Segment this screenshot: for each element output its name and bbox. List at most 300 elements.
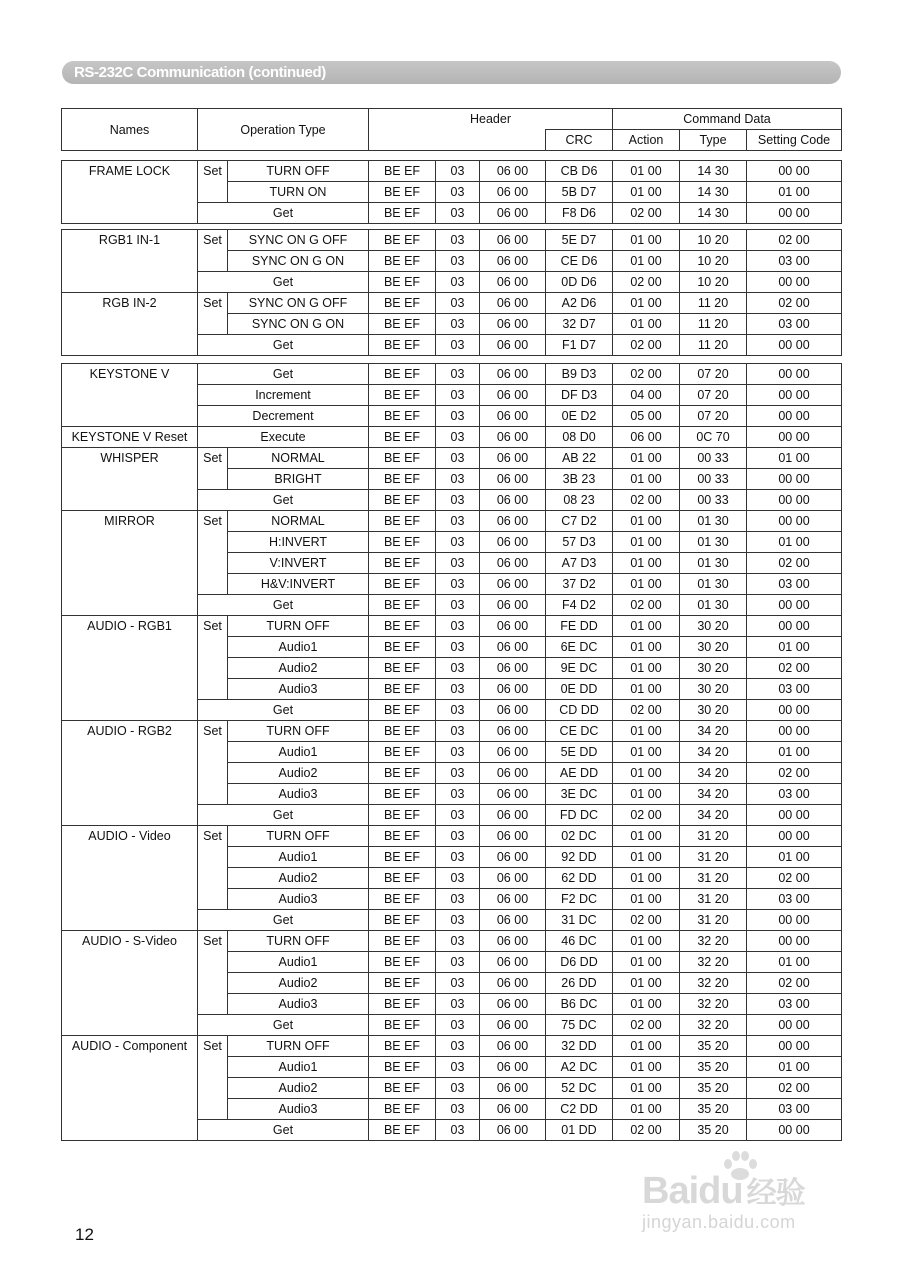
type-value: 14 30 <box>680 182 747 203</box>
type-value: 00 33 <box>680 490 747 511</box>
header-byte-3: 06 00 <box>480 511 546 532</box>
header-byte-3: 06 00 <box>480 335 546 356</box>
header-byte-3: 06 00 <box>480 679 546 700</box>
action-value: 01 00 <box>613 293 680 314</box>
header-byte-2: 03 <box>436 742 480 763</box>
header-byte-1: BE EF <box>369 251 436 272</box>
command-name: RGB IN-2 <box>62 293 198 356</box>
operation-value: Audio1 <box>228 1057 369 1078</box>
action-value: 01 00 <box>613 847 680 868</box>
setting-code-value: 00 00 <box>747 335 842 356</box>
crc-value: 57 D3 <box>546 532 613 553</box>
header-byte-1: BE EF <box>369 272 436 293</box>
operation-value: Audio2 <box>228 763 369 784</box>
operation-value: SYNC ON G OFF <box>228 230 369 251</box>
operation-value: NORMAL <box>228 448 369 469</box>
type-value: 07 20 <box>680 406 747 427</box>
crc-value: C7 D2 <box>546 511 613 532</box>
header-byte-2: 03 <box>436 469 480 490</box>
operation-value: Execute <box>198 427 369 448</box>
setting-code-value: 02 00 <box>747 658 842 679</box>
header-byte-2: 03 <box>436 364 480 385</box>
header-byte-1: BE EF <box>369 784 436 805</box>
type-value: 01 30 <box>680 511 747 532</box>
action-value: 02 00 <box>613 1015 680 1036</box>
type-value: 30 20 <box>680 658 747 679</box>
header-byte-3: 06 00 <box>480 182 546 203</box>
action-value: 02 00 <box>613 1120 680 1141</box>
command-table-block <box>61 229 842 356</box>
header-byte-3: 06 00 <box>480 553 546 574</box>
table-row <box>62 161 842 182</box>
header-byte-1: BE EF <box>369 427 436 448</box>
setting-code-value: 01 00 <box>747 847 842 868</box>
header-byte-1: BE EF <box>369 182 436 203</box>
command-name: WHISPER <box>62 448 198 511</box>
header-byte-1: BE EF <box>369 574 436 595</box>
action-value: 01 00 <box>613 763 680 784</box>
action-value: 01 00 <box>613 742 680 763</box>
header-byte-2: 03 <box>436 952 480 973</box>
action-value: 02 00 <box>613 203 680 224</box>
header-byte-3: 06 00 <box>480 1036 546 1057</box>
header-byte-1: BE EF <box>369 805 436 826</box>
operation-value: Audio3 <box>228 889 369 910</box>
operation-value: Audio2 <box>228 973 369 994</box>
header-byte-1: BE EF <box>369 742 436 763</box>
header-byte-2: 03 <box>436 1078 480 1099</box>
operation-value: TURN OFF <box>228 616 369 637</box>
action-value: 01 00 <box>613 1078 680 1099</box>
setting-code-value: 00 00 <box>747 595 842 616</box>
operation-value: Audio1 <box>228 742 369 763</box>
setting-code-value: 01 00 <box>747 182 842 203</box>
col-header: Header <box>369 109 613 130</box>
setting-code-value: 00 00 <box>747 826 842 847</box>
header-byte-2: 03 <box>436 532 480 553</box>
operation-set-label: Set <box>198 721 228 805</box>
setting-code-value: 03 00 <box>747 994 842 1015</box>
action-value: 01 00 <box>613 868 680 889</box>
operation-value: Increment <box>198 385 369 406</box>
setting-code-value: 02 00 <box>747 293 842 314</box>
operation-value: Get <box>198 910 369 931</box>
action-value: 01 00 <box>613 532 680 553</box>
header-byte-3: 06 00 <box>480 314 546 335</box>
header-byte-3: 06 00 <box>480 637 546 658</box>
header-byte-3: 06 00 <box>480 574 546 595</box>
crc-value: 0E DD <box>546 679 613 700</box>
header-byte-1: BE EF <box>369 637 436 658</box>
header-byte-1: BE EF <box>369 889 436 910</box>
header-byte-2: 03 <box>436 406 480 427</box>
col-action: Action <box>613 130 680 151</box>
operation-value: H&V:INVERT <box>228 574 369 595</box>
action-value: 01 00 <box>613 889 680 910</box>
operation-value: Audio3 <box>228 994 369 1015</box>
header-byte-2: 03 <box>436 931 480 952</box>
col-header-blank <box>369 130 546 151</box>
crc-value: CD DD <box>546 700 613 721</box>
command-name: AUDIO - Video <box>62 826 198 931</box>
operation-value: Decrement <box>198 406 369 427</box>
watermark-url: jingyan.baidu.com <box>642 1212 796 1232</box>
type-value: 07 20 <box>680 364 747 385</box>
header-byte-3: 06 00 <box>480 994 546 1015</box>
type-value: 35 20 <box>680 1036 747 1057</box>
type-value: 10 20 <box>680 272 747 293</box>
header-byte-3: 06 00 <box>480 721 546 742</box>
header-byte-2: 03 <box>436 314 480 335</box>
header-byte-1: BE EF <box>369 868 436 889</box>
header-byte-2: 03 <box>436 889 480 910</box>
setting-code-value: 00 00 <box>747 700 842 721</box>
crc-value: 26 DD <box>546 973 613 994</box>
header-byte-2: 03 <box>436 1120 480 1141</box>
header-byte-3: 06 00 <box>480 490 546 511</box>
crc-value: 52 DC <box>546 1078 613 1099</box>
header-byte-1: BE EF <box>369 1015 436 1036</box>
operation-value: Audio3 <box>228 784 369 805</box>
action-value: 06 00 <box>613 427 680 448</box>
header-byte-2: 03 <box>436 847 480 868</box>
watermark-logo-text2: du <box>698 1170 743 1212</box>
setting-code-value: 00 00 <box>747 931 842 952</box>
action-value: 01 00 <box>613 658 680 679</box>
setting-code-value: 00 00 <box>747 1015 842 1036</box>
crc-value: B6 DC <box>546 994 613 1015</box>
header-byte-2: 03 <box>436 1015 480 1036</box>
type-value: 31 20 <box>680 847 747 868</box>
type-value: 14 30 <box>680 203 747 224</box>
setting-code-value: 00 00 <box>747 272 842 293</box>
action-value: 02 00 <box>613 364 680 385</box>
crc-value: 08 23 <box>546 490 613 511</box>
action-value: 01 00 <box>613 1099 680 1120</box>
crc-value: 08 D0 <box>546 427 613 448</box>
table-row <box>62 931 842 952</box>
type-value: 30 20 <box>680 679 747 700</box>
header-byte-3: 06 00 <box>480 658 546 679</box>
header-byte-1: BE EF <box>369 314 436 335</box>
command-table-block <box>61 160 842 224</box>
command-name: KEYSTONE V Reset <box>62 427 198 448</box>
type-value: 10 20 <box>680 251 747 272</box>
header-byte-1: BE EF <box>369 847 436 868</box>
crc-value: 9E DC <box>546 658 613 679</box>
crc-value: 0E D2 <box>546 406 613 427</box>
operation-value: Audio3 <box>228 1099 369 1120</box>
header-byte-3: 06 00 <box>480 272 546 293</box>
crc-value: FD DC <box>546 805 613 826</box>
crc-value: 92 DD <box>546 847 613 868</box>
type-value: 31 20 <box>680 826 747 847</box>
action-value: 01 00 <box>613 511 680 532</box>
header-byte-1: BE EF <box>369 511 436 532</box>
header-byte-2: 03 <box>436 251 480 272</box>
header-byte-1: BE EF <box>369 616 436 637</box>
crc-value: CE D6 <box>546 251 613 272</box>
operation-set-label: Set <box>198 230 228 272</box>
operation-value: Audio3 <box>228 679 369 700</box>
setting-code-value: 02 00 <box>747 553 842 574</box>
header-byte-3: 06 00 <box>480 826 546 847</box>
header-byte-1: BE EF <box>369 532 436 553</box>
header-byte-1: BE EF <box>369 994 436 1015</box>
crc-value: A7 D3 <box>546 553 613 574</box>
header-byte-1: BE EF <box>369 1120 436 1141</box>
header-byte-2: 03 <box>436 616 480 637</box>
header-byte-1: BE EF <box>369 1057 436 1078</box>
type-value: 35 20 <box>680 1057 747 1078</box>
crc-value: 5E DD <box>546 742 613 763</box>
header-byte-2: 03 <box>436 182 480 203</box>
action-value: 01 00 <box>613 574 680 595</box>
table-row <box>62 1036 842 1057</box>
setting-code-value: 01 00 <box>747 952 842 973</box>
header-byte-3: 06 00 <box>480 973 546 994</box>
setting-code-value: 00 00 <box>747 427 842 448</box>
header-byte-3: 06 00 <box>480 742 546 763</box>
action-value: 01 00 <box>613 826 680 847</box>
command-name: RGB1 IN-1 <box>62 230 198 293</box>
type-value: 0C 70 <box>680 427 747 448</box>
header-byte-2: 03 <box>436 161 480 182</box>
operation-set-label: Set <box>198 616 228 700</box>
action-value: 02 00 <box>613 595 680 616</box>
crc-value: 5B D7 <box>546 182 613 203</box>
command-table-header <box>61 108 842 151</box>
header-byte-2: 03 <box>436 868 480 889</box>
type-value: 32 20 <box>680 952 747 973</box>
command-name: FRAME LOCK <box>62 161 198 224</box>
header-byte-1: BE EF <box>369 658 436 679</box>
header-byte-2: 03 <box>436 511 480 532</box>
header-byte-3: 06 00 <box>480 1057 546 1078</box>
col-command-data: Command Data <box>613 109 842 130</box>
header-byte-1: BE EF <box>369 335 436 356</box>
action-value: 01 00 <box>613 314 680 335</box>
col-operation-type: Operation Type <box>198 109 369 151</box>
header-byte-3: 06 00 <box>480 784 546 805</box>
watermark-logo-cn: 经验 <box>746 1177 805 1210</box>
setting-code-value: 01 00 <box>747 448 842 469</box>
header-byte-1: BE EF <box>369 293 436 314</box>
header-byte-2: 03 <box>436 658 480 679</box>
setting-code-value: 00 00 <box>747 721 842 742</box>
header-byte-1: BE EF <box>369 161 436 182</box>
col-type: Type <box>680 130 747 151</box>
type-value: 30 20 <box>680 700 747 721</box>
header-byte-2: 03 <box>436 784 480 805</box>
type-value: 34 20 <box>680 721 747 742</box>
type-value: 35 20 <box>680 1120 747 1141</box>
page-number: 12 <box>75 1225 94 1244</box>
action-value: 01 00 <box>613 182 680 203</box>
header-byte-1: BE EF <box>369 763 436 784</box>
type-value: 31 20 <box>680 910 747 931</box>
setting-code-value: 00 00 <box>747 1036 842 1057</box>
operation-value: Audio2 <box>228 1078 369 1099</box>
col-setting-code: Setting Code <box>747 130 842 151</box>
header-byte-2: 03 <box>436 994 480 1015</box>
type-value: 01 30 <box>680 532 747 553</box>
operation-value: SYNC ON G ON <box>228 314 369 335</box>
table-row <box>62 427 842 448</box>
operation-value: Get <box>198 805 369 826</box>
header-byte-2: 03 <box>436 427 480 448</box>
crc-value: C2 DD <box>546 1099 613 1120</box>
setting-code-value: 00 00 <box>747 385 842 406</box>
type-value: 32 20 <box>680 931 747 952</box>
crc-value: F8 D6 <box>546 203 613 224</box>
command-name: AUDIO - Component <box>62 1036 198 1141</box>
header-byte-3: 06 00 <box>480 385 546 406</box>
header-byte-3: 06 00 <box>480 406 546 427</box>
header-byte-2: 03 <box>436 203 480 224</box>
header-byte-1: BE EF <box>369 230 436 251</box>
crc-value: B9 D3 <box>546 364 613 385</box>
operation-value: Get <box>198 1015 369 1036</box>
table-row <box>62 293 842 314</box>
setting-code-value: 02 00 <box>747 868 842 889</box>
header-byte-1: BE EF <box>369 203 436 224</box>
setting-code-value: 01 00 <box>747 742 842 763</box>
crc-value: 5E D7 <box>546 230 613 251</box>
operation-value: Audio1 <box>228 637 369 658</box>
header-byte-2: 03 <box>436 1057 480 1078</box>
action-value: 01 00 <box>613 448 680 469</box>
operation-set-label: Set <box>198 826 228 910</box>
operation-value: Get <box>198 203 369 224</box>
type-value: 34 20 <box>680 805 747 826</box>
operation-value: NORMAL <box>228 511 369 532</box>
header-byte-2: 03 <box>436 679 480 700</box>
operation-set-label: Set <box>198 931 228 1015</box>
type-value: 34 20 <box>680 784 747 805</box>
header-byte-3: 06 00 <box>480 700 546 721</box>
action-value: 04 00 <box>613 385 680 406</box>
operation-value: Audio2 <box>228 868 369 889</box>
type-value: 30 20 <box>680 637 747 658</box>
header-byte-1: BE EF <box>369 595 436 616</box>
setting-code-value: 02 00 <box>747 230 842 251</box>
operation-value: Get <box>198 335 369 356</box>
action-value: 01 00 <box>613 230 680 251</box>
header-byte-1: BE EF <box>369 1099 436 1120</box>
header-byte-3: 06 00 <box>480 952 546 973</box>
crc-value: 32 DD <box>546 1036 613 1057</box>
header-byte-1: BE EF <box>369 385 436 406</box>
header-byte-2: 03 <box>436 826 480 847</box>
action-value: 02 00 <box>613 335 680 356</box>
type-value: 32 20 <box>680 1015 747 1036</box>
header-byte-2: 03 <box>436 230 480 251</box>
type-value: 01 30 <box>680 574 747 595</box>
watermark-logo <box>642 1168 805 1213</box>
header-byte-2: 03 <box>436 700 480 721</box>
crc-value: AB 22 <box>546 448 613 469</box>
crc-value: A2 DC <box>546 1057 613 1078</box>
operation-set-label: Set <box>198 161 228 203</box>
crc-value: F1 D7 <box>546 335 613 356</box>
action-value: 05 00 <box>613 406 680 427</box>
header-byte-2: 03 <box>436 574 480 595</box>
action-value: 01 00 <box>613 952 680 973</box>
action-value: 01 00 <box>613 784 680 805</box>
setting-code-value: 01 00 <box>747 637 842 658</box>
type-value: 00 33 <box>680 448 747 469</box>
action-value: 02 00 <box>613 700 680 721</box>
header-byte-2: 03 <box>436 721 480 742</box>
crc-value: 3B 23 <box>546 469 613 490</box>
operation-value: TURN OFF <box>228 1036 369 1057</box>
header-byte-2: 03 <box>436 293 480 314</box>
setting-code-value: 00 00 <box>747 203 842 224</box>
header-byte-3: 06 00 <box>480 763 546 784</box>
header-byte-2: 03 <box>436 763 480 784</box>
operation-value: TURN OFF <box>228 721 369 742</box>
type-value: 35 20 <box>680 1099 747 1120</box>
header-byte-3: 06 00 <box>480 868 546 889</box>
header-byte-2: 03 <box>436 1036 480 1057</box>
operation-value: Get <box>198 700 369 721</box>
section-banner <box>62 61 841 84</box>
crc-value: AE DD <box>546 763 613 784</box>
header-byte-3: 06 00 <box>480 805 546 826</box>
header-byte-1: BE EF <box>369 469 436 490</box>
action-value: 01 00 <box>613 994 680 1015</box>
crc-value: 75 DC <box>546 1015 613 1036</box>
action-value: 01 00 <box>613 973 680 994</box>
header-byte-3: 06 00 <box>480 161 546 182</box>
type-value: 32 20 <box>680 994 747 1015</box>
header-byte-3: 06 00 <box>480 595 546 616</box>
header-byte-3: 06 00 <box>480 1015 546 1036</box>
action-value: 01 00 <box>613 553 680 574</box>
setting-code-value: 00 00 <box>747 490 842 511</box>
setting-code-value: 00 00 <box>747 161 842 182</box>
header-byte-1: BE EF <box>369 553 436 574</box>
action-value: 01 00 <box>613 637 680 658</box>
header-byte-1: BE EF <box>369 490 436 511</box>
type-value: 01 30 <box>680 595 747 616</box>
operation-value: Get <box>198 595 369 616</box>
type-value: 11 20 <box>680 335 747 356</box>
action-value: 01 00 <box>613 251 680 272</box>
operation-value: TURN OFF <box>228 826 369 847</box>
operation-set-label: Set <box>198 511 228 595</box>
table-row <box>62 230 842 251</box>
crc-value: A2 D6 <box>546 293 613 314</box>
command-name: KEYSTONE V <box>62 364 198 427</box>
action-value: 01 00 <box>613 1057 680 1078</box>
crc-value: 3E DC <box>546 784 613 805</box>
setting-code-value: 00 00 <box>747 1120 842 1141</box>
table-row <box>62 721 842 742</box>
header-byte-2: 03 <box>436 973 480 994</box>
crc-value: 62 DD <box>546 868 613 889</box>
setting-code-value: 03 00 <box>747 314 842 335</box>
header-byte-1: BE EF <box>369 1078 436 1099</box>
action-value: 02 00 <box>613 272 680 293</box>
header-byte-2: 03 <box>436 272 480 293</box>
setting-code-value: 00 00 <box>747 469 842 490</box>
header-byte-3: 06 00 <box>480 203 546 224</box>
col-names: Names <box>62 109 198 151</box>
type-value: 11 20 <box>680 293 747 314</box>
header-byte-3: 06 00 <box>480 469 546 490</box>
